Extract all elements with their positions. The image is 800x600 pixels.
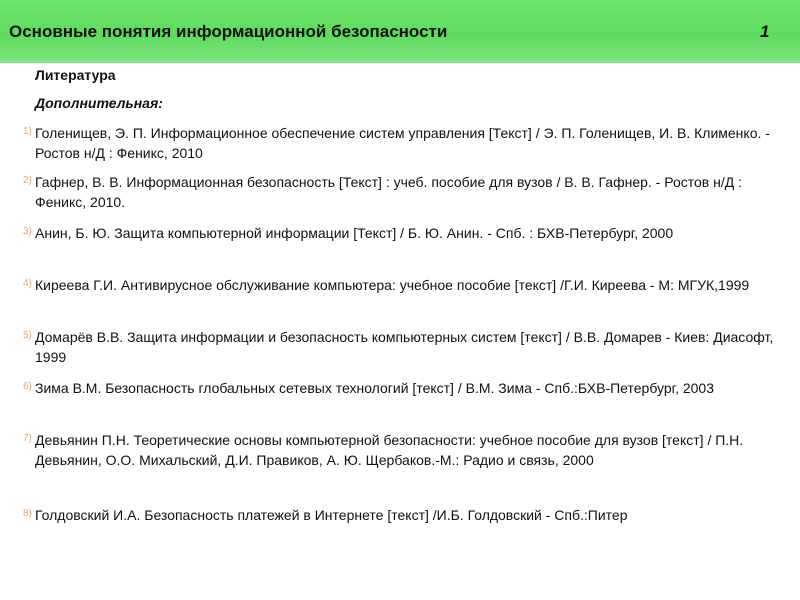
- reference-item: [23, 275, 775, 295]
- reference-item: [23, 378, 775, 398]
- reference-item: [23, 430, 775, 470]
- reference-number: 6): [23, 381, 32, 392]
- reference-item: [23, 327, 775, 367]
- reference-number: 3): [23, 226, 32, 237]
- reference-number: 4): [23, 278, 32, 289]
- reference-number: 7): [23, 433, 32, 444]
- section-title: Литература: [35, 67, 116, 83]
- reference-number: 8): [23, 508, 32, 519]
- reference-number: 1): [23, 126, 32, 137]
- slide-number: 1: [760, 22, 770, 41]
- reference-item: [23, 123, 775, 163]
- reference-text: Домарёв В.В. Защита информации и безопасность компьютерных систем [текст] / В.В. Домарев - Киев: Диасофт, 1999: [35, 329, 774, 365]
- reference-text: Анин, Б. Ю. Защита компьютерной информации [Текст] / Б. Ю. Анин. - Спб. : БХВ-Петербург, 2000: [35, 225, 674, 241]
- reference-item: [23, 223, 775, 243]
- reference-text: Киреева Г.И. Антивирусное обслуживание компьютера: учебное пособие [текст] /Г.И. Киреева - М: МГУК,1999: [35, 277, 750, 293]
- reference-number: 2): [23, 175, 32, 186]
- reference-text: Гафнер, В. В. Информационная безопасность [Текст] : учеб. пособие для вузов / В. В. Гафнер. - Ростов н/Д : Феникс, 2010.: [35, 174, 742, 210]
- slide-title: Основные понятия информационной безопасности: [9, 22, 448, 41]
- section-subtitle: Дополнительная:: [35, 95, 163, 111]
- reference-text: Зима В.М. Безопасность глобальных сетевых технологий [текст] / В.М. Зима - Спб.:БХВ-Петербург, 2003: [35, 380, 714, 396]
- reference-text: Девьянин П.Н. Теоретические основы компьютерной безопасности: учебное пособие для вузов [текст] / П.Н. Девьянин, О.О. Михальский, Д.И. Правиков, А. Ю. Щербаков.-М.: Радио и связь, 2000: [35, 432, 744, 468]
- reference-text: Голдовский И.А. Безопасность платежей в Интернете [текст] /И.Б. Голдовский - Спб.:Питер: [35, 507, 628, 523]
- reference-text: Голенищев, Э. П. Информационное обеспечение систем управления [Текст] / Э. П. Голенищев, И. В. Клименко. - Ростов н/Д : Феникс, 2010: [35, 125, 770, 161]
- reference-number: 5): [23, 330, 32, 341]
- reference-item: [23, 505, 775, 525]
- reference-item: [23, 172, 775, 212]
